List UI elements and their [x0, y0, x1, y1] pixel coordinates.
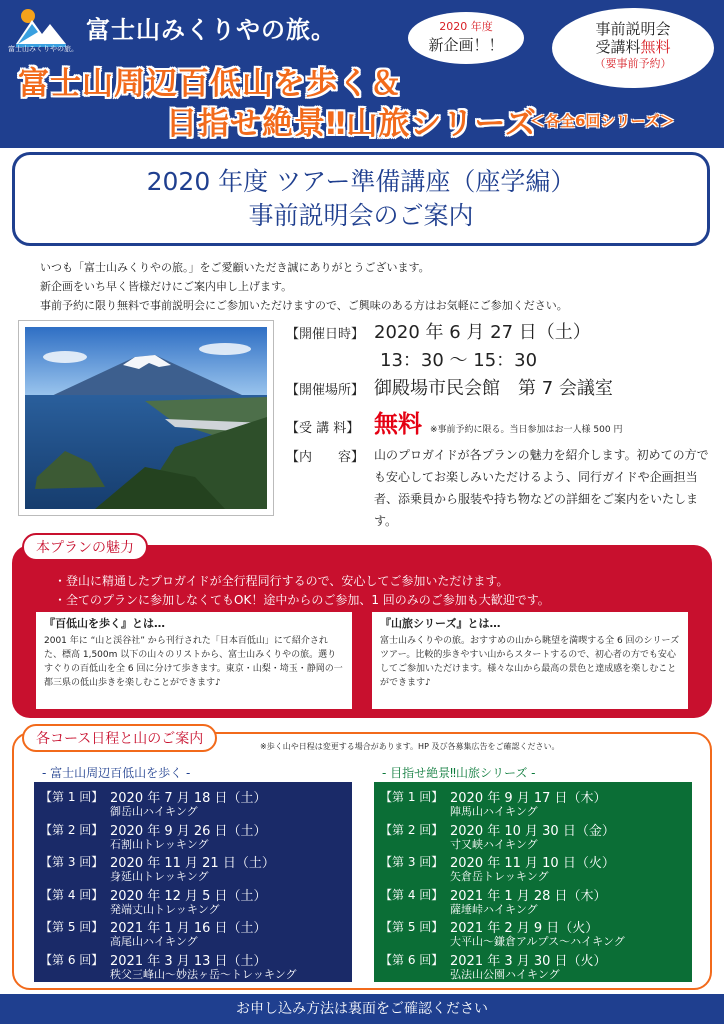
fee-note: ※事前予約に限る。当日参加はお一人様 500 円	[430, 425, 623, 435]
mount-fuji-landscape-image	[25, 327, 267, 509]
mount-fuji-photo	[18, 320, 274, 516]
schedule-item	[380, 786, 686, 819]
item-mountain: 発端丈山トレッキング	[110, 902, 220, 916]
fee-label: 【受 講 料】	[286, 421, 360, 436]
new-badge-text: 新企画！！	[428, 36, 504, 54]
content-label: 【内 容】	[286, 450, 365, 465]
item-number: 【第 6 回】	[380, 952, 444, 967]
content-row	[286, 446, 374, 465]
item-number: 【第 1 回】	[40, 790, 104, 804]
brand-name: 富士山みくりやの旅。	[86, 16, 336, 44]
item-number: 【第 3 回】	[380, 855, 444, 869]
schedule-item	[40, 786, 346, 819]
item-date: 2021 年 2 月 9 日（火）	[450, 921, 599, 936]
item-mountain: 大平山～鎌倉アルプス～ハイキング	[450, 935, 625, 948]
item-number: 【第 4 回】	[40, 887, 104, 902]
item-date: 2021 年 3 月 30 日（火）	[450, 953, 607, 969]
new-badge-year: 2020 年度	[439, 20, 493, 33]
header-banner	[0, 0, 724, 148]
schedule-item	[40, 851, 346, 884]
item-date: 2021 年 3 月 13 日（土）	[110, 953, 267, 969]
new-plan-badge	[408, 12, 524, 64]
schedule-item	[380, 851, 686, 884]
schedule-tab: 各コース日程と山のご案内	[22, 724, 217, 752]
item-mountain: 高尾山ハイキング	[110, 935, 198, 948]
plan-appeal-bullets	[54, 572, 704, 610]
item-date: 2020 年 11 月 10 日（火）	[450, 856, 615, 871]
item-date: 2020 年 9 月 26 日（土）	[110, 823, 267, 839]
schedule-item	[380, 884, 686, 917]
intro-line: 事前予約に限り無料で事前説明会にご参加いただけますので、ご興味のある方はお気軽にご参加ください。	[40, 299, 568, 312]
fee-row	[286, 404, 622, 439]
schedule-item	[380, 916, 686, 949]
hyakuteizan-card-body: 2001 年に “山と渓谷社” から刊行された「日本百低山」にて紹介された、標高 1,500m 以下の山々のリストから、富士山みくりやの旅。選りすぐりの百低山を全 6 回に分けて歩きます。東京・山梨・埼玉・静岡の一都三県の低山歩きを楽しむことができます♪	[44, 636, 343, 688]
yamatabi-card-body: 富士山みくりやの旅。おすすめの山から眺望を満喫する全 6 回のシリーズツアー。比較的歩きやすい山からスタートするので、初心者の方でも安心してご参加いただけます。様々な山から最高の景色と達成感を楽しむことができます♪	[380, 636, 680, 688]
schedule-item	[380, 949, 686, 982]
item-number: 【第 3 回】	[40, 855, 104, 869]
footer-text: お申し込み方法は裏面をご確認ください	[236, 1001, 488, 1017]
footer-banner	[0, 994, 724, 1024]
hyakuteizan-card-title: 『百低山を歩く』とは…	[44, 617, 165, 630]
item-mountain: 矢倉岳トレッキング	[450, 870, 549, 883]
date-value: 2020 年 6 月 27 日（土）	[374, 322, 591, 343]
intro-text	[40, 258, 710, 315]
document-title-line1: 2020 年度 ツアー準備講座（座学編）	[146, 167, 576, 196]
free-badge-line1: 事前説明会	[595, 20, 671, 38]
place-row	[286, 374, 613, 400]
item-date: 2021 年 1 月 16 日（土）	[110, 921, 267, 936]
item-number: 【第 2 回】	[40, 822, 104, 837]
fee-value: 無料	[374, 410, 422, 438]
item-mountain: 弘法山公園ハイキング	[450, 967, 560, 981]
item-date: 2020 年 12 月 5 日（土）	[110, 888, 267, 904]
item-number: 【第 6 回】	[40, 952, 104, 967]
item-date: 2020 年 11 月 21 日（土）	[110, 856, 275, 871]
free-briefing-badge	[552, 8, 714, 88]
appeal-bullet: ・登山に精通したプロガイドが全行程同行するので、安心してご参加いただけます。	[54, 574, 509, 588]
yamatabi-card	[372, 612, 688, 709]
item-number: 【第 1 回】	[380, 790, 444, 804]
item-date: 2020 年 10 月 30 日（金）	[450, 823, 615, 839]
item-date: 2021 年 1 月 28 日（木）	[450, 888, 607, 904]
yamatabi-card-title: 『山旅シリーズ』とは…	[380, 617, 501, 630]
plan-appeal-tab: 本プランの魅力	[22, 533, 148, 561]
item-date: 2020 年 9 月 17 日（木）	[450, 791, 607, 806]
place-label: 【開催場所】	[286, 383, 365, 398]
yamatabi-schedule-list	[374, 782, 692, 982]
hyakuteizan-card	[36, 612, 352, 709]
document-title-box	[12, 152, 710, 246]
date-row	[286, 318, 591, 344]
schedule-note: ※歩く山や日程は変更する場合があります。HP 及び各募集広告をご確認ください。	[260, 742, 560, 751]
schedule-item	[40, 949, 346, 982]
item-number: 【第 5 回】	[40, 920, 104, 934]
time-value: 13：30 ～ 15：30	[380, 350, 538, 371]
document-title-line2: 事前説明会のご案内	[248, 201, 474, 230]
hyakuteizan-schedule-list	[34, 782, 352, 982]
item-mountain: 身延山トレッキング	[110, 870, 209, 883]
item-date: 2020 年 7 月 18 日（土）	[110, 791, 267, 806]
item-number: 【第 4 回】	[380, 887, 444, 902]
yamatabi-schedule-heading: - 目指せ絶景‼山旅シリーズ -	[382, 766, 536, 780]
free-badge-line2	[552, 38, 714, 56]
item-mountain: 陣馬山ハイキング	[450, 805, 538, 818]
intro-line: いつも「富士山みくりやの旅。」をご愛顧いただき誠にありがとうございます。	[40, 261, 430, 274]
item-mountain: 寸又峡ハイキング	[450, 837, 538, 851]
time-row	[380, 346, 537, 372]
item-mountain: 石割山トレッキング	[110, 837, 209, 851]
place-value: 御殿場市民会館 第 7 会議室	[374, 378, 613, 399]
appeal-bullet: ・全てのプランに参加しなくてもOK！途中からのご参加、1 回のみのご参加も大歓迎です。	[54, 593, 550, 607]
schedule-item	[40, 916, 346, 949]
logo-subtitle: 富士山みくりやの旅。	[8, 45, 78, 53]
schedule-item	[40, 819, 346, 852]
free-badge-fee-label: 受講料	[595, 38, 641, 56]
date-label: 【開催日時】	[286, 327, 365, 342]
schedule-item	[40, 884, 346, 917]
item-mountain: 御岳山ハイキング	[110, 805, 198, 818]
headline-line-2: 目指せ絶景‼山旅シリーズ	[166, 106, 537, 142]
free-badge-reservation: （要事前予約）	[594, 57, 672, 70]
intro-line: 新企画をいち早く皆様だけにご案内申し上げます。	[40, 280, 293, 293]
hyakuteizan-schedule-heading: - 富士山周辺百低山を歩く -	[42, 766, 191, 780]
headline-series-count: ＜各全6回シリーズ＞	[530, 112, 675, 130]
item-mountain: 薩埵峠ハイキング	[450, 902, 538, 916]
free-badge-free: 無料	[640, 38, 671, 56]
item-mountain: 秩父三峰山～妙法ヶ岳～トレッキング	[110, 967, 297, 981]
schedule-item	[380, 819, 686, 852]
headline-line-1: 富士山周辺百低山を歩く＆	[18, 66, 402, 102]
item-number: 【第 5 回】	[380, 920, 444, 934]
item-number: 【第 2 回】	[380, 822, 444, 837]
content-value: 山のプロガイドが各プランの魅力を紹介します。初めての方でも安心してお楽しみいただけるよう、同行ガイドや企画担当者、添乗員から服装や持ち物などの詳細をご案内をいたします。	[374, 448, 709, 528]
